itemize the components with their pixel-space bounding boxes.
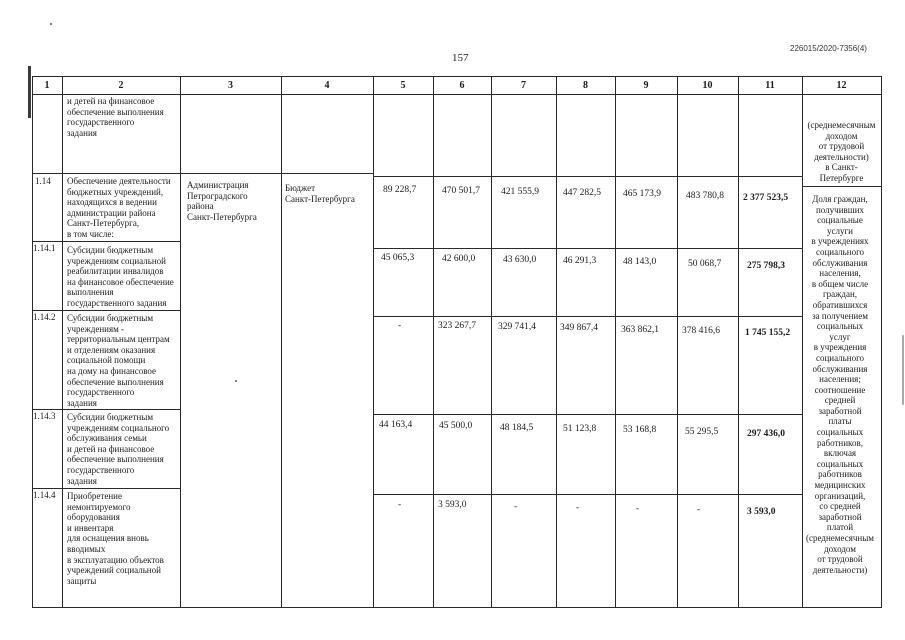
col-header-1: 1 — [44, 80, 50, 91]
row-number: 1.14.2 — [33, 312, 56, 322]
scan-speck — [235, 380, 237, 382]
col-header-11: 11 — [765, 80, 775, 91]
value-cell: 48 184,5 — [500, 423, 534, 433]
value-cell: 3 593,0 — [438, 500, 467, 510]
total-cell: 2 377 523,5 — [743, 193, 789, 203]
value-cell: - — [636, 504, 640, 514]
continued-row-indicator: (среднемесячным доходом от трудовой деятельности) в Санкт- Петербурге — [807, 120, 876, 183]
col-header-7: 7 — [521, 80, 526, 91]
total-cell: 275 798,3 — [747, 261, 785, 271]
value-cell: 483 780,8 — [686, 191, 724, 201]
value-cell: 46 291,3 — [563, 256, 597, 266]
value-cell: 44 163,4 — [379, 420, 413, 430]
value-cell: - — [697, 505, 701, 515]
row-name: Субсидии бюджетным учреждениям - территориальным центрам и отделениям оказания социальной помощи на дому на финансовое обеспечение выполнения государственного задания — [67, 313, 170, 408]
col-header-8: 8 — [583, 80, 588, 91]
page-number: 157 — [452, 52, 469, 64]
col-header-12: 12 — [836, 80, 847, 91]
row-name: Субсидии бюджетным учреждениям социальной реабилитации инвалидов на финансовое обеспечение выполнения государственного задания — [67, 245, 174, 308]
value-cell: 465 173,9 — [623, 189, 661, 199]
value-cell: 53 168,8 — [623, 425, 657, 435]
col-header-2: 2 — [118, 80, 124, 91]
col-header-5: 5 — [400, 80, 406, 91]
continued-row-name: и детей на финансовое обеспечение выполнения государственного задания — [67, 96, 164, 138]
row-name: Субсидии бюджетным учреждениям социального обслуживания семьи и детей на финансовое обеспечение выполнения государственного задания — [67, 412, 170, 486]
indicator-cell: Доля граждан, получивших социальные услуги в учреждениях социального обслуживания населения, в общем числе граждан, обратившихся за получением социальных услуг в учреждения социального обслуживания населения; соотношение средней заработной платы социальных работников, включая социальных работников медицинских организаций, со средней заработной платой (среднемесячным доходом от трудовой деятельности) — [806, 194, 874, 575]
col-header-10: 10 — [702, 80, 713, 91]
row-name: Приобретение немонтируемого оборудования и инвентаря для оснащения вновь вводимых в эксплуатацию объектов учреждений социальной защиты — [67, 491, 164, 586]
value-cell: - — [398, 321, 402, 331]
scan-speck — [50, 23, 52, 25]
value-cell: 363 862,1 — [621, 325, 659, 335]
total-cell: 3 593,0 — [747, 507, 776, 517]
row-number: 1.14 — [35, 176, 51, 186]
value-cell: 349 867,4 — [560, 323, 598, 333]
value-cell: 42 600,0 — [442, 254, 476, 264]
row-number: 1.14.4 — [33, 490, 56, 500]
row-number: 1.14.1 — [33, 243, 56, 253]
value-cell: - — [398, 500, 402, 510]
value-cell: 50 068,7 — [688, 259, 722, 269]
value-cell: - — [514, 502, 518, 512]
value-cell: 51 123,8 — [563, 424, 597, 434]
total-cell: 297 436,0 — [747, 429, 785, 439]
total-cell: 1 745 155,2 — [745, 328, 791, 338]
value-cell: 470 501,7 — [442, 186, 480, 196]
col-header-6: 6 — [459, 80, 465, 91]
value-cell: 323 267,7 — [438, 321, 476, 331]
scan-edge-mark — [902, 335, 904, 405]
row-number: 1.14.3 — [33, 411, 56, 421]
value-cell: - — [576, 503, 580, 513]
value-cell: 329 741,4 — [498, 322, 536, 332]
value-cell: 43 630,0 — [503, 255, 537, 265]
document-reference: 226015/2020-7356(4) — [790, 44, 867, 53]
value-cell: 45 065,3 — [381, 253, 415, 263]
row-name: Обеспечение деятельности бюджетных учреждений, находящихся в ведении администрации района Санкт-Петербурга, в том числе: — [67, 176, 171, 239]
responsible-executor: Администрация Петроградского района Санкт-Петербурга — [187, 180, 257, 222]
value-cell: 48 143,0 — [623, 257, 657, 267]
col-header-3: 3 — [228, 80, 233, 91]
col-header-4: 4 — [324, 80, 330, 91]
value-cell: 89 228,7 — [383, 185, 417, 195]
value-cell: 378 416,6 — [682, 326, 720, 336]
value-cell: 45 500,0 — [439, 421, 473, 431]
col-header-9: 9 — [643, 80, 649, 91]
value-cell: 447 282,5 — [563, 188, 601, 198]
value-cell: 421 555,9 — [501, 187, 539, 197]
funding-source: Бюджет Санкт-Петербурга — [285, 183, 355, 204]
value-cell: 55 295,5 — [685, 427, 719, 437]
